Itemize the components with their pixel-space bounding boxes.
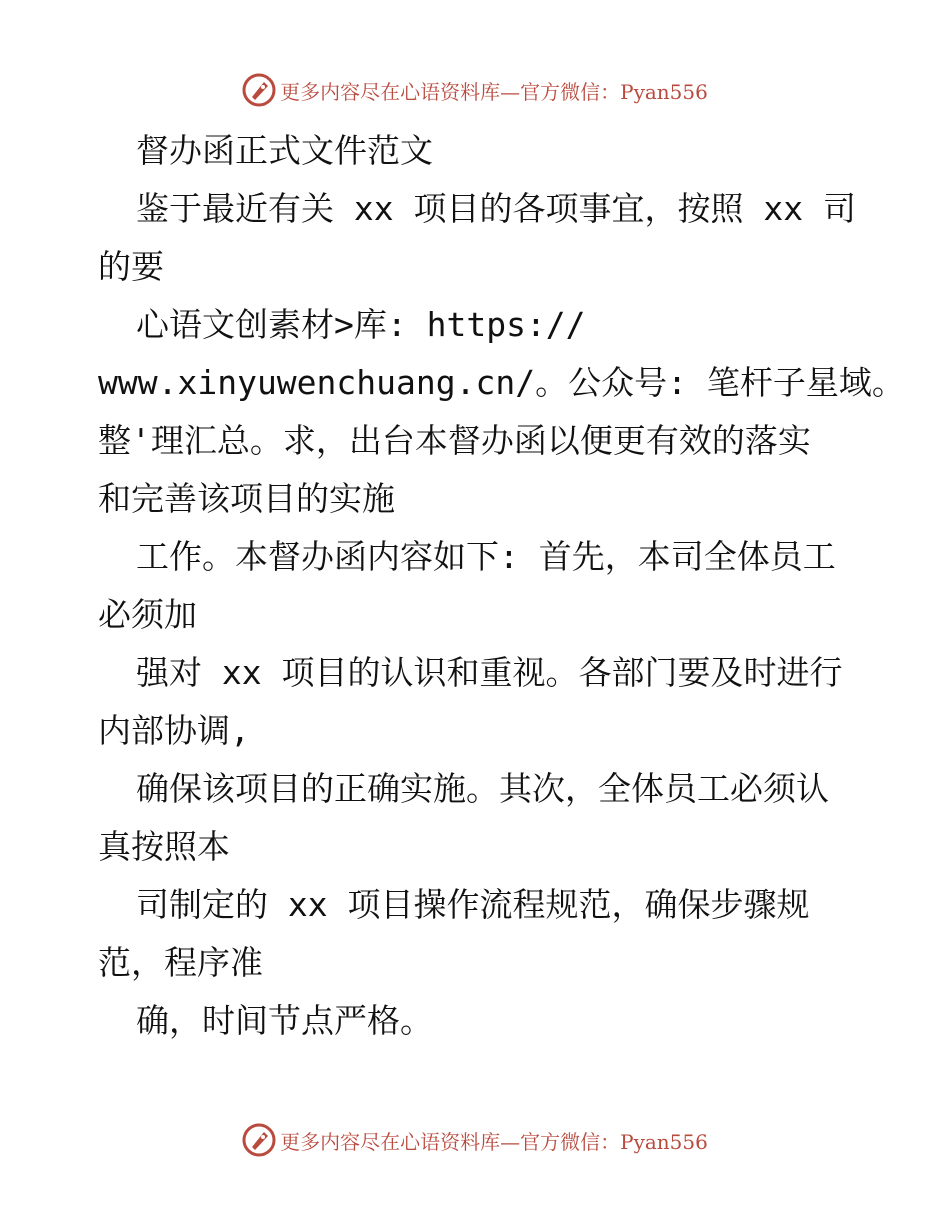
paragraph-line: 工作。本督办函内容如下: 首先，本司全体员工 bbox=[136, 537, 836, 576]
paragraph-line: 鉴于最近有关 xx 项目的各项事宜，按照 xx 司 bbox=[136, 189, 856, 228]
paragraph-line: 心语文创素材>库: https:// bbox=[136, 305, 586, 344]
header-banner bbox=[0, 70, 950, 110]
footer-wechat-text: —官方微信：Pyan556 bbox=[500, 1129, 708, 1154]
paragraph-line: 的要 bbox=[98, 247, 164, 286]
paragraph-line: 司制定的 xx 项目操作流程规范，确保步骤规 bbox=[136, 885, 810, 924]
paragraph-line: 确，时间节点严格。 bbox=[136, 1001, 433, 1040]
footer-promo-text: 更多内容尽在心语资料库 bbox=[280, 1129, 501, 1154]
document-title: 督办函正式文件范文 bbox=[136, 131, 433, 170]
paragraph-line: 确保该项目的正确实施。其次，全体员工必须认 bbox=[136, 769, 829, 808]
pen-nib-logo-icon bbox=[242, 1123, 276, 1157]
paragraph-line: 和完善该项目的实施 bbox=[98, 479, 395, 518]
document-body bbox=[98, 122, 905, 1050]
footer-banner bbox=[0, 1120, 950, 1160]
header-wechat-text: —官方微信：Pyan556 bbox=[500, 79, 708, 104]
paragraph-line: 必须加 bbox=[98, 595, 197, 634]
paragraph-line: 范，程序准 bbox=[98, 943, 263, 982]
paragraph-line: 强对 xx 项目的认识和重视。各部门要及时进行 bbox=[136, 653, 843, 692]
paragraph-line: 内部协调, bbox=[98, 711, 250, 750]
pen-nib-logo-icon bbox=[242, 73, 276, 107]
paragraph-line: 整'理汇总。求，出台本督办函以便更有效的落实 bbox=[98, 421, 811, 460]
paragraph-line: 真按照本 bbox=[98, 827, 230, 866]
paragraph-line: www.xinyuwenchuang.cn/。公众号: 笔杆子星域。 bbox=[98, 363, 905, 402]
header-promo-text: 更多内容尽在心语资料库 bbox=[280, 79, 501, 104]
